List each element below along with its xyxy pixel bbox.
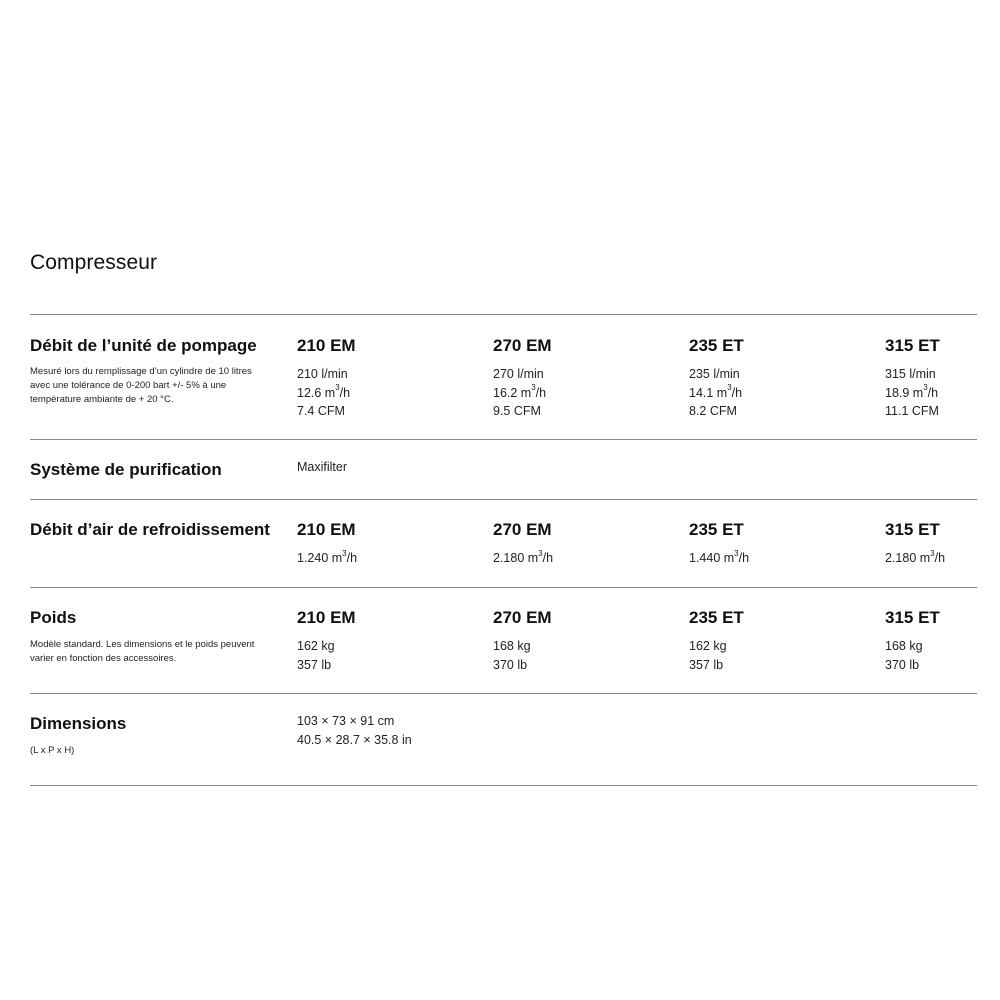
row-note: Modèle standard. Les dimensions et le poids peuvent varier en fonction des accessoires. xyxy=(30,639,255,664)
value-cfm: 11.1 CFM xyxy=(885,404,939,418)
row-title: Débit d’air de refroidissement xyxy=(30,520,270,539)
dimensions-values xyxy=(297,712,412,749)
value-flow: 1.240 $m^3/h$ xyxy=(297,548,358,565)
value-kg: 168 kg xyxy=(493,639,531,653)
spec-table xyxy=(30,314,977,786)
value-cfm: 7.4 CFM xyxy=(297,404,345,418)
model-values xyxy=(689,637,727,674)
value-lb: 370 lb xyxy=(493,657,528,672)
model-name: 235 ET xyxy=(689,336,744,355)
model-name: 270 EM xyxy=(493,336,552,355)
value-cfm: 9.5 CFM xyxy=(493,404,541,418)
model-name: 315 ET xyxy=(885,608,940,627)
row-note: Mesuré lors du remplissage d’un cylindre de 10 litres avec une tolérance de 0-200 bart +/- 5% à une température ambiante de + 20 °C. xyxy=(30,366,252,405)
model-name: 315 ET xyxy=(885,336,940,355)
model-values xyxy=(885,365,939,421)
page-title: Compresseur xyxy=(30,251,158,274)
model-name: 235 ET xyxy=(689,520,744,539)
row-title: Dimensions xyxy=(30,714,127,733)
value-flow: 2.180 $m^3/h$ xyxy=(885,548,946,565)
spec-row-cooling xyxy=(30,499,977,587)
value-kg: 162 kg xyxy=(297,639,335,653)
value-kg: 162 kg xyxy=(689,639,727,653)
value-cfm: 8.2 CFM xyxy=(689,404,737,418)
model-values xyxy=(297,637,335,674)
value-cm: 103 × 73 × 91 cm xyxy=(297,714,395,728)
row-note: (L x P x H) xyxy=(30,745,75,756)
value-m3h: 14.1 $m^3/h$ xyxy=(689,383,743,400)
value-lb: 357 lb xyxy=(297,657,332,672)
row-title: Poids xyxy=(30,608,77,627)
model-values xyxy=(885,637,923,674)
purification-value: Maxifilter xyxy=(297,460,348,474)
value-m3h: 12.6 $m^3/h$ xyxy=(297,383,351,400)
model-values xyxy=(493,637,531,674)
model-name: 210 EM xyxy=(297,608,356,627)
value-m3h: 16.2 $m^3/h$ xyxy=(493,383,547,400)
model-values xyxy=(493,365,546,421)
model-name: 235 ET xyxy=(689,608,744,627)
spec-row-purification xyxy=(30,439,977,499)
row-title: Débit de l’unité de pompage xyxy=(30,336,257,355)
value-kg: 168 kg xyxy=(885,639,923,653)
row-title: Système de purification xyxy=(30,460,222,479)
model-name: 210 EM xyxy=(297,336,356,355)
value-lb: 370 lb xyxy=(885,657,920,672)
value-lb: 357 lb xyxy=(689,657,724,672)
value-lmin: 235 l/min xyxy=(689,367,740,381)
value-lmin: 270 l/min xyxy=(493,367,544,381)
value-flow: 2.180 $m^3/h$ xyxy=(493,548,554,565)
value-lmin: 315 l/min xyxy=(885,367,936,381)
value-flow: 1.440 $m^3/h$ xyxy=(689,548,750,565)
value-lmin: 210 l/min xyxy=(297,367,348,381)
value-m3h: 18.9 $m^3/h$ xyxy=(885,383,939,400)
model-values xyxy=(297,365,350,421)
model-name: 270 EM xyxy=(493,608,552,627)
model-name: 270 EM xyxy=(493,520,552,539)
spec-row-pumping xyxy=(30,314,977,439)
model-name: 315 ET xyxy=(885,520,940,539)
model-name: 210 EM xyxy=(297,520,356,539)
spec-row-weight xyxy=(30,587,977,693)
value-in: 40.5 × 28.7 × 35.8 in xyxy=(297,732,412,747)
model-values xyxy=(689,365,742,421)
spec-row-dimensions xyxy=(30,693,977,786)
